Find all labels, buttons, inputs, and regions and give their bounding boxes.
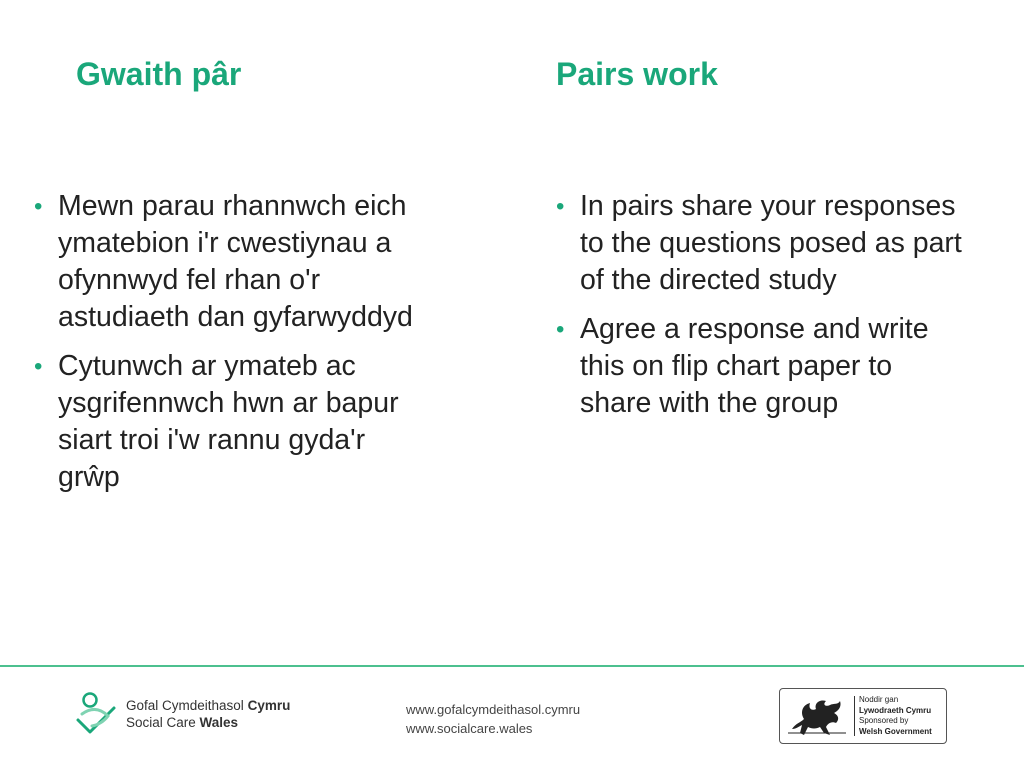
logo-line2-regular: Social Care <box>126 715 196 730</box>
logo-line1-bold: Cymru <box>247 698 291 713</box>
badge-line3: Sponsored by <box>859 716 909 725</box>
badge-separator <box>854 696 855 736</box>
badge-line1: Noddir gan <box>859 695 899 704</box>
logo-line1-regular: Gofal Cymdeithasol <box>126 698 244 713</box>
badge-line4: Welsh Government <box>859 726 932 736</box>
welsh-bullet-1: • Mewn parau rhannwch eich ymatebion i'r cwestiynau a ofynnwyd fel rhan o'r astudiaeth dan gyfarwyddyd <box>30 188 420 336</box>
english-title: Pairs work <box>556 56 718 92</box>
welsh-title: Gwaith pâr <box>76 56 242 92</box>
logo-line2-bold: Wales <box>199 715 239 730</box>
welsh-government-badge <box>779 688 947 744</box>
english-bullet-1: • In pairs share your responses to the questions posed as part of the directed study <box>552 188 962 299</box>
footer-urls <box>406 700 580 738</box>
english-bullet-list <box>552 188 962 434</box>
welsh-dragon-icon <box>786 693 848 739</box>
url-welsh[interactable]: www.gofalcymdeithasol.cymru <box>406 702 581 717</box>
social-care-wales-logo <box>72 690 290 738</box>
welsh-bullet-2: • Cytunwch ar ymateb ac ysgrifennwch hwn ar bapur siart troi i'w rannu gyda'r grŵp <box>30 348 420 496</box>
welsh-bullet-list <box>30 188 420 508</box>
badge-line2: Lywodraeth Cymru <box>859 705 932 715</box>
english-bullet-2: • Agree a response and write this on flip chart paper to share with the group <box>552 311 962 422</box>
footer-divider <box>0 665 1024 667</box>
url-english[interactable]: www.socialcare.wales <box>406 721 533 736</box>
social-care-wales-logo-icon <box>72 690 120 738</box>
